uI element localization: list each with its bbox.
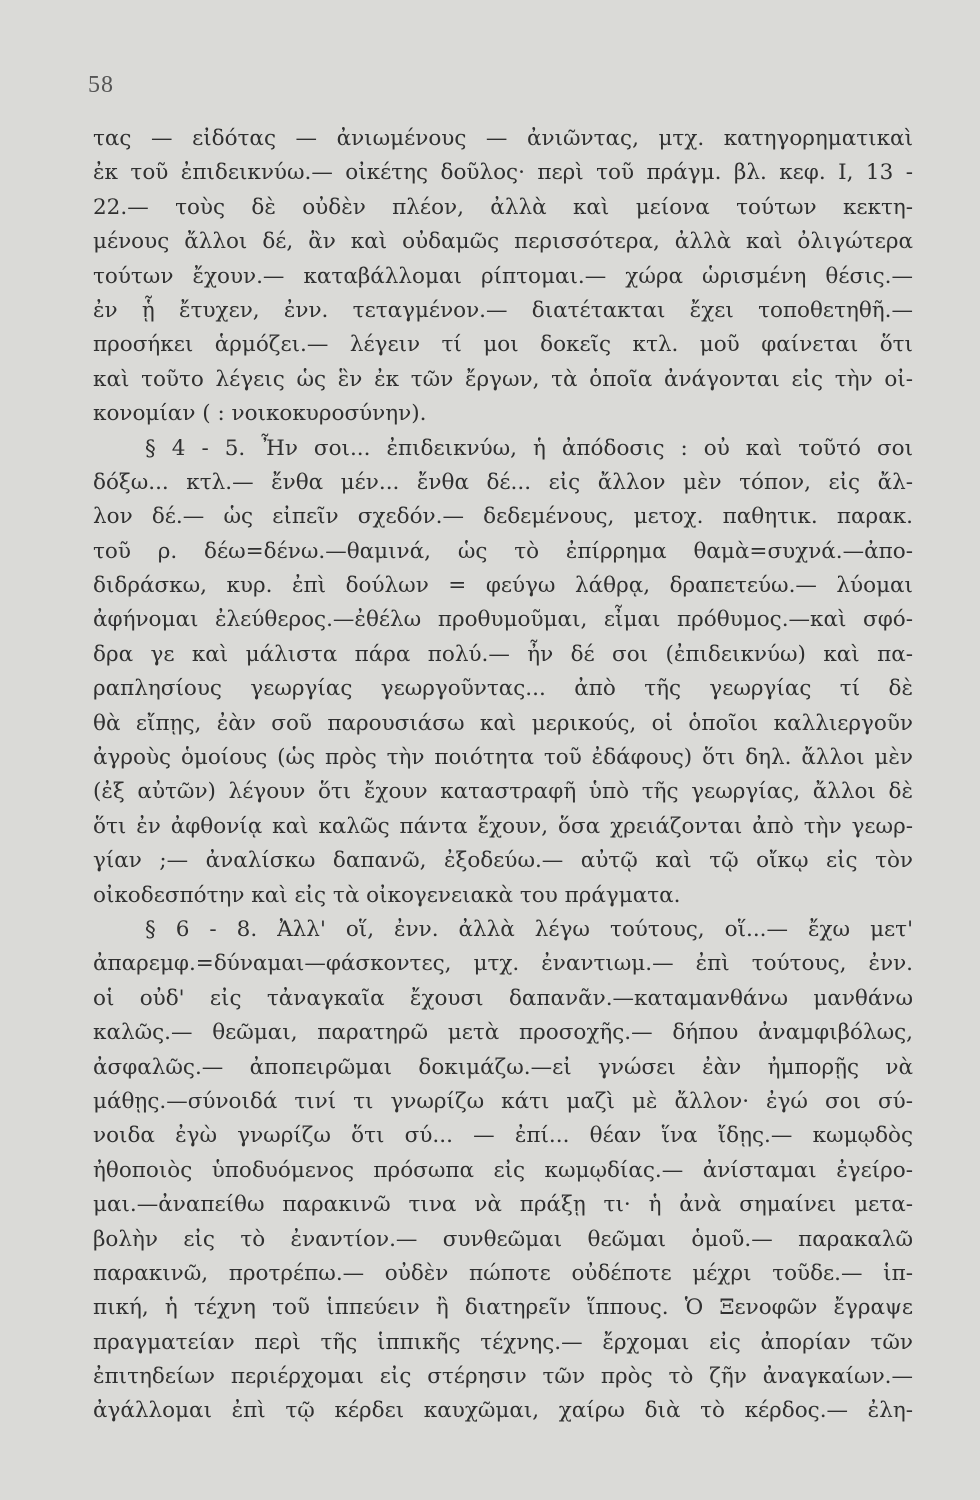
text-line: μένους ἄλλοι δέ, ἂν καὶ οὐδαμῶς περισσότερα, ἀλλὰ καὶ ὀλιγώτερα [93,229,913,255]
page-number: 58 [88,72,114,98]
text-line: τας — εἰδότας — ἀνιωμένους — ἀνιῶντας, μτχ. κατηγορηματικαὶ [93,126,913,151]
text-line: δρα γε καὶ μάλιστα πάρα πολύ.— ἦν δέ σοι (ἐπιδεικνύω) καὶ πα- [93,641,913,667]
text-line: βολὴν εἰς τὸ ἐναντίον.— συνθεῶμαι θεῶμαι ὁμοῦ.— παρακαλῶ [93,1226,913,1252]
text-line: ἀσφαλῶς.— ἀποπειρῶμαι δοκιμάζω.—εἰ γνώσει ἐὰν ἠμπορῇς νὰ [93,1054,913,1080]
text-line: θὰ εἴπῃς, ἐὰν σοῦ παρουσιάσω καὶ μερικούς, οἱ ὁποῖοι καλλιεργοῦν [93,710,913,736]
text-line: ἠθοποιὸς ὑποδυόμενος πρόσωπα εἰς κωμῳδίας.— ἀνίσταμαι ἐγείρο- [93,1157,913,1183]
text-line: παρακινῶ, προτρέπω.— οὐδὲν πώποτε οὐδέποτε μέχρι τοῦδε.— ἱπ- [93,1260,913,1286]
text-line: νοιδα ἐγὼ γνωρίζω ὅτι σύ... — ἐπί... θέαν ἵνα ἴδῃς.— κωμῳδὸς [93,1123,913,1149]
text-line: μαι.—ἀναπείθω παρακινῶ τινα νὰ πράξῃ τι· ἡ ἀνὰ σημαίνει μετα- [93,1192,913,1218]
text-line: τοῦ ρ. δέω=δένω.—θαμινά, ὡς τὸ ἐπίρρημα θαμὰ=συχνά.—ἀπο- [93,538,913,564]
text-line: γίαν ;— ἀναλίσκω δαπανῶ, ἐξοδεύω.— αὐτῷ καὶ τῷ οἴκῳ εἰς τὸν [93,848,913,874]
text-line: δόξω... κτλ.— ἔνθα μέν... ἔνθα δέ... εἰς ἄλλον μὲν τόπον, εἰς ἄλ- [93,469,913,495]
text-line: § 6 - 8. Ἀλλ' οἵ, ἐνν. ἀλλὰ λέγω τούτους, οἵ...— ἔχω μετ' [145,916,913,942]
text-line: οἰκοδεσπότην καὶ εἰς τὰ οἰκογενειακὰ του πράγματα. [93,882,681,908]
text-line: πραγματείαν περὶ τῆς ἱππικῆς τέχνης.— ἔρχομαι εἰς ἀπορίαν τῶν [93,1329,913,1355]
text-line: ἐν ᾗ ἔτυχεν, ἐνν. τεταγμένον.— διατέτακται ἔχει τοποθετηθῆ.— [93,297,913,323]
text-line: τούτων ἔχουν.— καταβάλλομαι ρίπτομαι.— χώρα ὡρισμένη θέσις.— [93,263,913,289]
text-line: καὶ τοῦτο λέγεις ὡς ἓν ἐκ τῶν ἔργων, τὰ ὁποῖα ἀνάγονται εἰς τὴν οἰ- [93,366,913,392]
text-line: λον δέ.— ὡς εἰπεῖν σχεδόν.— δεδεμένους, μετοχ. παθητικ. παρακ. [93,504,913,530]
text-line: § 4 - 5. Ἦν σοι... ἐπιδεικνύω, ἡ ἀπόδοσις : οὐ καὶ τοῦτό σοι [145,435,913,461]
text-line: καλῶς.— θεῶμαι, παρατηρῶ μετὰ προσοχῆς.— δήπου ἀναμφιβόλως, [93,1020,913,1046]
text-line: οἱ οὐδ' εἰς τἀναγκαῖα ἔχουσι δαπανᾶν.—καταμανθάνω μανθάνω [93,985,913,1011]
text-line: 22.— τοὺς δὲ οὐδὲν πλέον, ἀλλὰ καὶ μείονα τούτων κεκτη- [93,194,913,220]
text-line: (ἐξ αὐτῶν) λέγουν ὅτι ἔχουν καταστραφῆ ὑπὸ τῆς γεωργίας, ἄλλοι δὲ [93,779,913,805]
text-line: ἀπαρεμφ.=δύναμαι—φάσκοντες, μτχ. ἐναντιωμ.— ἐπὶ τούτους, ἐνν. [93,951,913,977]
text-line: ἀγάλλομαι ἐπὶ τῷ κέρδει καυχῶμαι, χαίρω διὰ τὸ κέρδος.— ἐλη- [93,1398,913,1424]
body-text [93,122,913,1429]
text-line: ἀγροὺς ὁμοίους (ὡς πρὸς τὴν ποιότητα τοῦ ἐδάφους) ὅτι δηλ. ἄλλοι μὲν [93,745,913,771]
text-line: ἀφήνομαι ἐλεύθερος.—ἐθέλω προθυμοῦμαι, εἶμαι πρόθυμος.—καὶ σφό- [93,607,913,633]
text-line: πική, ἡ τέχνη τοῦ ἱππεύειν ἢ διατηρεῖν ἵππους. Ὁ Ξενοφῶν ἔγραψε [93,1295,913,1321]
text-line: προσήκει ἁρμόζει.— λέγειν τί μοι δοκεῖς κτλ. μοῦ φαίνεται ὅτι [93,332,913,358]
text-line: ἐπιτηδείων περιέρχομαι εἰς στέρησιν τῶν πρὸς τὸ ζῆν ἀναγκαίων.— [93,1364,913,1390]
text-line: διδράσκω, κυρ. ἐπὶ δούλων = φεύγω λάθρᾳ, δραπετεύω.— λύομαι [93,573,913,599]
text-line: ἐκ τοῦ ἐπιδεικνύω.— οἰκέτης δοῦλος· περὶ τοῦ πράγμ. βλ. κεφ. I, 13 - [93,160,913,186]
text-line: ραπλησίους γεωργίας γεωργοῦντας... ἀπὸ τῆς γεωργίας τί δὲ [93,676,913,702]
text-line: κονομίαν ( : νοικοκυροσύνην). [93,401,427,427]
text-line: ὅτι ἐν ἀφθονίᾳ καὶ καλῶς πάντα ἔχουν, ὅσα χρειάζονται ἀπὸ τὴν γεωρ- [93,813,913,839]
text-line: μάθῃς.—σύνοιδά τινί τι γνωρίζω κάτι μαζὶ μὲ ἄλλον· ἐγώ σοι σύ- [93,1088,913,1114]
